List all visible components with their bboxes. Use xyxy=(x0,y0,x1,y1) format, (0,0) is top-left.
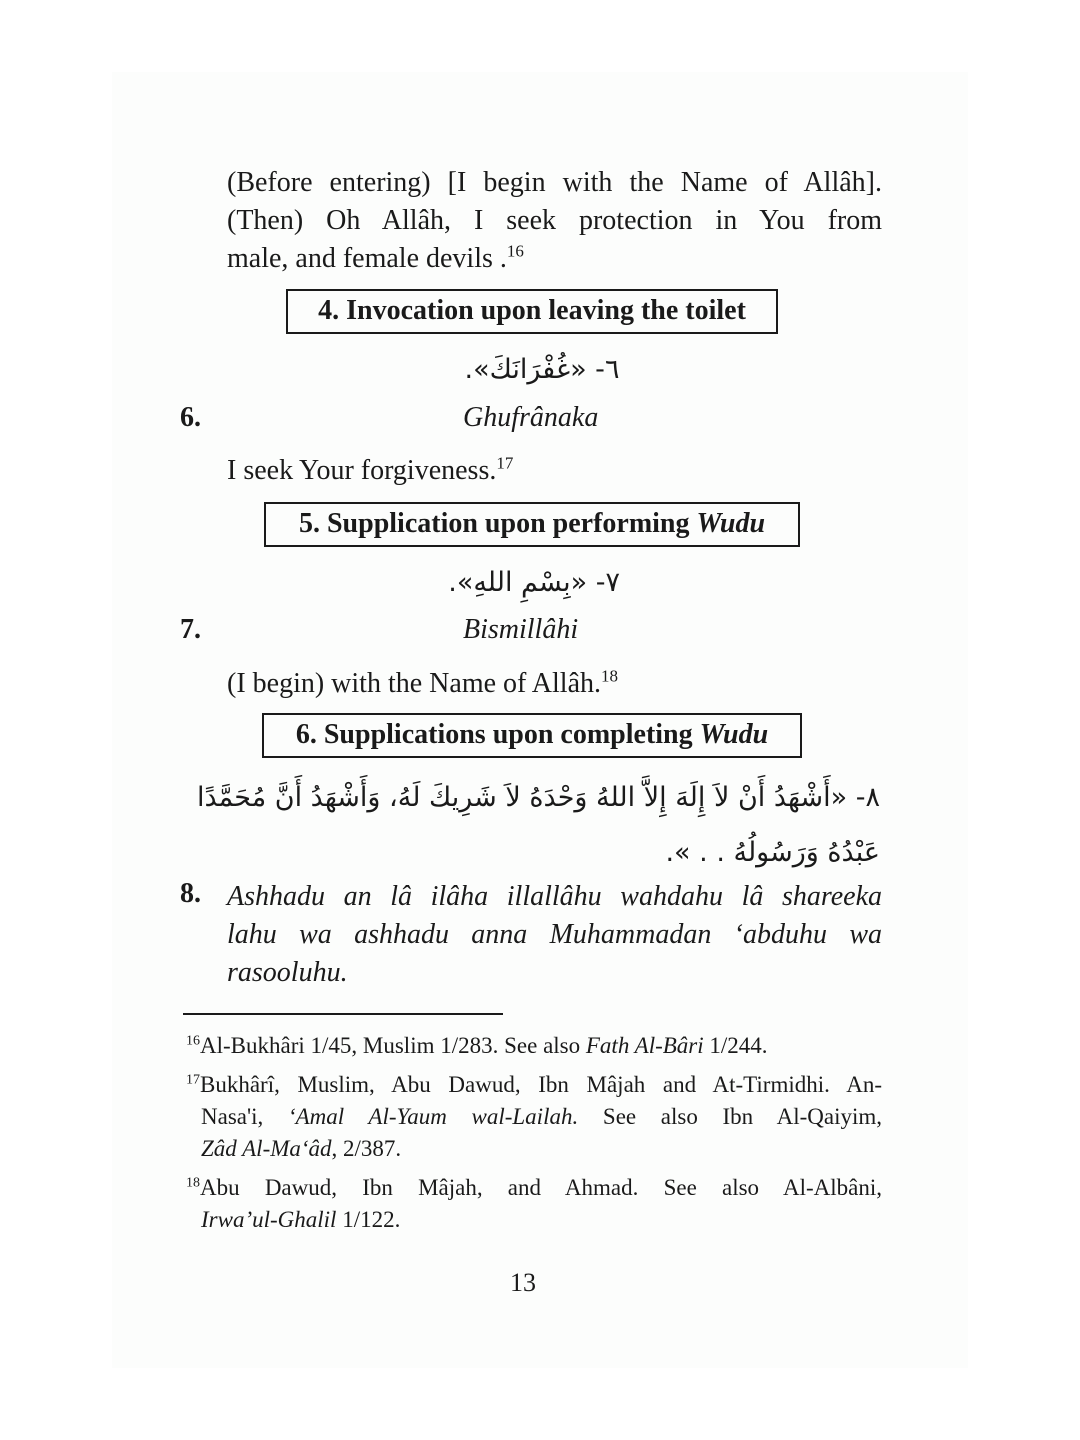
footnote-ref-16[interactable]: 16 xyxy=(506,241,524,261)
footnote-17-line-2: Nasa'i, ‘Amal Al-Yaum wal-Lailah. See also Ibn Al-Qaiyim, xyxy=(201,1104,882,1129)
intro-line-3: male, and female devils .$^{16}$ xyxy=(227,241,524,274)
footnote-17-line-3: Zâd Al-Ma‘âd, 2/387. xyxy=(201,1136,402,1161)
section-heading-5: 5. Supplication upon performing Wudu xyxy=(264,502,800,547)
transliteration-8-line-3: rasooluhu. xyxy=(227,957,348,988)
intro-line-1: (Before entering) [I begin with the Name of Allâh]. xyxy=(227,167,882,198)
section-heading-6: 6. Supplications upon completing Wudu xyxy=(262,713,802,758)
footnote-16: $^{16}$Al-Bukhâri 1/45, Muslim 1/283. See also Fath Al-Bâri 1/244. xyxy=(186,1033,768,1058)
footnote-18-line-1: $^{18}$Abu Dawud, Ibn Mâjah, and Ahmad. See also Al-Albâni, xyxy=(186,1175,882,1200)
arabic-text-7: ٧- «بِسْمِ اللهِ». xyxy=(448,567,620,598)
footnote-17-line-1: $^{17}$Bukhârî, Muslim, Abu Dawud, Ibn Mâjah and At-Tirmidhi. An- xyxy=(186,1072,882,1097)
transliteration-8-line-1: Ashhadu an lâ ilâha illallâhu wahdahu lâ shareeka xyxy=(227,881,882,912)
entry-number-6: 6. xyxy=(180,402,201,433)
transliteration-8-line-2: lahu wa ashhadu anna Muhammadan ‘abduhu wa xyxy=(227,919,882,950)
translation-7: (I begin) with the Name of Allâh.$^{18}$ xyxy=(227,666,619,699)
entry-number-8: 8. xyxy=(180,878,201,909)
footnote-ref-18[interactable]: 18 xyxy=(601,666,619,686)
footnote-ref-17[interactable]: 17 xyxy=(496,453,514,473)
arabic-text-6: ٦- «غُفْرَانَكَ». xyxy=(464,354,620,385)
arabic-text-8-line-1: ٨- «أَشْهَدُ أَنْ لاَ إِلَهَ إِلاَّ اللهُ وَحْدَهُ لاَ شَرِيكَ لَهُ، وَأَشْهَدُ أَنَّ مُحَمَّدًا xyxy=(196,782,880,813)
translation-6: I seek Your forgiveness.$^{17}$ xyxy=(227,453,514,486)
transliteration-6: Ghufrânaka xyxy=(463,402,599,433)
footnote-divider xyxy=(183,1013,503,1015)
section-heading-4: 4. Invocation upon leaving the toilet xyxy=(286,289,778,334)
footnote-18-line-2: Irwa’ul-Ghalil 1/122. xyxy=(201,1207,401,1232)
transliteration-7: Bismillâhi xyxy=(463,614,579,645)
page-number: 13 xyxy=(510,1268,536,1297)
entry-number-7: 7. xyxy=(180,614,201,645)
arabic-text-8-line-2: عَبْدُهُ وَرَسُولُهُ . . ». xyxy=(665,837,880,868)
intro-line-2: (Then) Oh Allâh, I seek protection in You from xyxy=(227,205,882,236)
